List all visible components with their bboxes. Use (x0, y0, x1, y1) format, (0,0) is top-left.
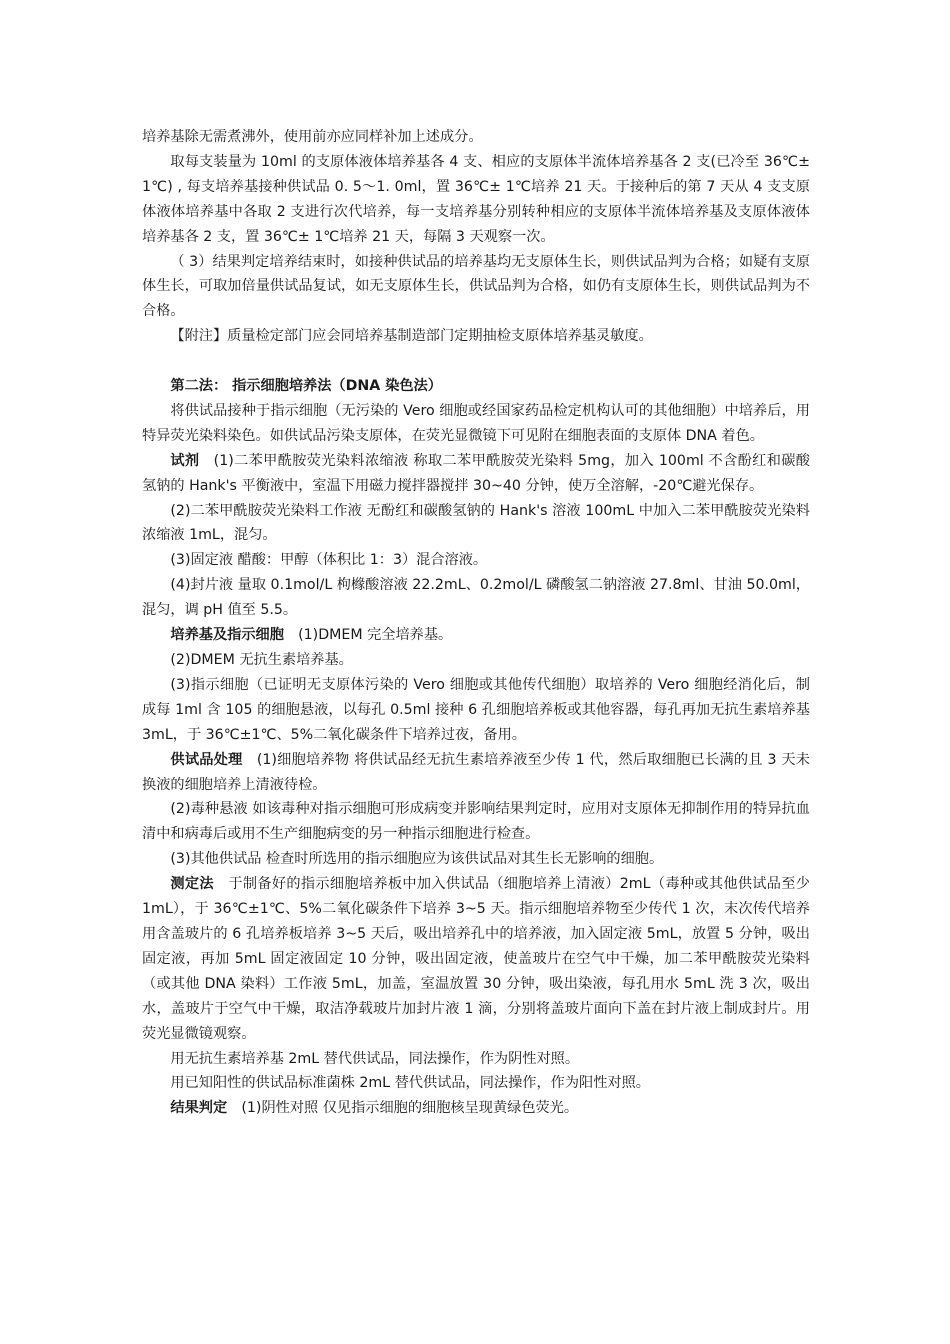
reagent-item-1 (142, 449, 810, 499)
medium-item-2: (2)DMEM 无抗生素培养基。 (170, 652, 353, 669)
medium-label: 培养基及指示细胞 (170, 627, 284, 644)
reagent-item-4: (4)封片液 量取 0.1mol/L 枸橼酸溶液 22.2mL、0.2mol/L 磷酸氢二钠溶液 27.8ml、甘油 50.0ml，混匀，调 pH 值至 5.5。 (142, 577, 810, 619)
paragraph-method-2-intro: 将供试品接种于指示细胞（无污染的 Vero 细胞或经国家药品检定机构认可的其他细胞）中培养后，用特异荧光染料染色。如供试品污染支原体，在荧光显微镜下可见附在细胞表面的支原体 DNA 着色。 (142, 402, 810, 444)
reagent-label: 试剂 (170, 452, 200, 469)
result-label: 结果判定 (170, 1100, 228, 1117)
result-item-1 (142, 1096, 810, 1121)
sample-item-2: (2)毒种悬液 如该毒种对指示细胞可形成病变并影响结果判定时，应用对支原体无抑制作用的特异抗血清中和病毒后或用不生产细胞病变的另一种指示细胞进行检查。 (142, 801, 810, 843)
document-body (142, 125, 810, 1121)
assay-procedure (142, 872, 810, 1046)
result-item-1-text: (1)阴性对照 仅见指示细胞的细胞核呈现黄绿色荧光。 (241, 1100, 579, 1117)
negative-control: 用无抗生素培养基 2mL 替代供试品，同法操作，作为阴性对照。 (170, 1050, 580, 1067)
blank-line (142, 349, 810, 374)
paragraph-medium-note: 培养基除无需煮沸外，使用前亦应同样补加上述成分。 (142, 129, 483, 145)
sample-item-1 (142, 748, 810, 798)
reagent-item-1-text: (1)二苯甲酰胺荧光染料浓缩液 称取二苯甲酰胺荧光染料 5mg，加入 100ml 不含酚红和碳酸氢钠的 Hank's 平衡液中，室温下用磁力搅拌器搅拌 30~40 分钟，使万全溶解，-20℃避光保存。 (142, 452, 810, 494)
paragraph-liquid-medium-method: 取每支装量为 10ml 的支原体液体培养基各 4 支、相应的支原体半流体培养基各 2 支(已冷至 36℃± 1℃) , 每支培养基接种供试品 0. 5～1. 0ml，置 36℃± 1℃培养 21 天。于接种后的第 7 天从 4 支支原体液体培养基中各取 2 支进行次代培养，每一支培养基分别转种相应的支原体半流体培养基及支原体液体培养基各 2 支，置 36℃± 1℃培养 21 天，每隔 3 天观察一次。 (142, 153, 810, 245)
reagent-item-2: (2)二苯甲酰胺荧光染料工作液 无酚红和碳酸氢钠的 Hank's 溶液 100mL 中加入二苯甲酰胺荧光染料浓缩液 1mL，混匀。 (142, 502, 810, 544)
sample-label: 供试品处理 (170, 751, 243, 768)
section-heading-method-2: 第二法： 指示细胞培养法（DNA 染色法） (170, 378, 442, 395)
medium-item-3: (3)指示细胞（已证明无支原体污染的 Vero 细胞或其他传代细胞）取培养的 Vero 细胞经消化后，制成每 1ml 含 105 的细胞悬液，以每孔 0.5ml 接种 6 孔细胞培养板或其他容器，每孔再加无抗生素培养基 3mL，于 36℃±1℃、5%二氧化碳条件下培养过夜，备用。 (142, 676, 810, 743)
paragraph-appendix-note: 【附注】质量检定部门应会同培养基制造部门定期抽检支原体培养基灵敏度。 (170, 328, 653, 345)
sample-item-1-text: (1)细胞培养物 将供试品经无抗生素培养液至少传 1 代，然后取细胞已长满的且 3 天未换液的细胞培养上清液待检。 (142, 751, 810, 793)
sample-item-3: (3)其他供试品 检查时所选用的指示细胞应为该供试品对其生长无影响的细胞。 (170, 851, 664, 868)
medium-item-1-text: (1)DMEM 完全培养基。 (298, 627, 453, 644)
positive-control: 用已知阳性的供试品标准菌株 2mL 替代供试品，同法操作，作为阳性对照。 (170, 1075, 650, 1092)
reagent-item-3: (3)固定液 醋酸：甲醇（体积比 1：3）混合溶液。 (170, 552, 488, 569)
assay-label: 测定法 (170, 876, 214, 893)
assay-procedure-text: 于制备好的指示细胞培养板中加入供试品（细胞培养上清液）2mL（毒种或其他供试品至少 1mL），于 36℃±1℃、5%二氧化碳条件下培养 3~5 天。指示细胞培养物至少传代 1 次，末次传代培养用含盖玻片的 6 孔培养板培养 3~5 天后，吸出培养孔中的培养液，加入固定液 5mL，放置 5 分钟，吸出固定液，再加 5mL 固定液固定 10 分钟，吸出固定液，使盖玻片在空气中干燥，加二苯甲酰胺荧光染料（或其他 DNA 染料）工作液 5mL，加盖，室温放置 30 分钟，吸出染液，每孔用水 5mL 洗 3 次，吸出水，盖玻片于空气中干燥，取洁净载玻片加封片液 1 滴，分别将盖玻片面向下盖在封片液上制成封片。用荧光显微镜观察。 (142, 876, 810, 1042)
medium-item-1 (142, 623, 810, 648)
paragraph-result-judgement: （ 3）结果判定培养结束时，如接种供试品的培养基均无支原体生长，则供试品判为合格；如疑有支原体生长，可取加倍量供试品复试，如无支原体生长，供试品判为合格，如仍有支原体生长，则供试品判为不合格。 (142, 253, 810, 320)
